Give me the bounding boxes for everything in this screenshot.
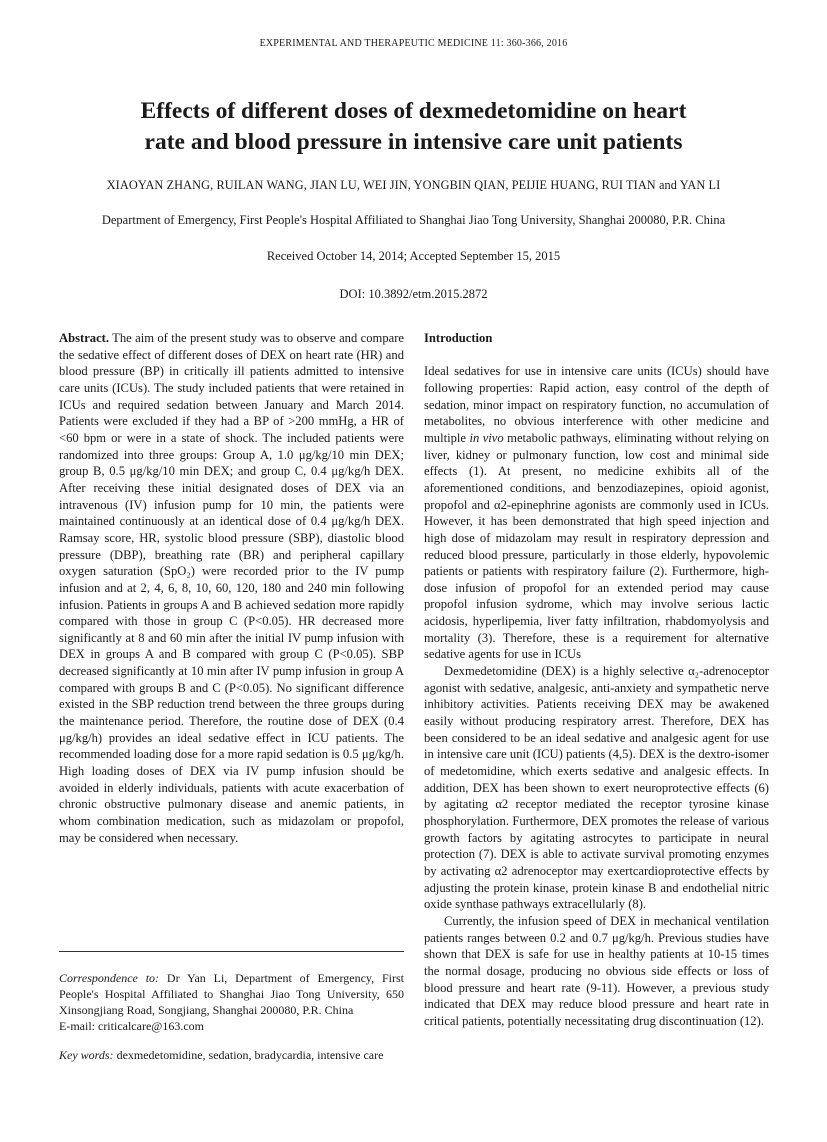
correspondence-label: Correspondence to: (59, 971, 160, 985)
doi: DOI: 10.3892/etm.2015.2872 (339, 287, 488, 301)
title-line-1: Effects of different doses of dexmedetomidine on heart (140, 98, 687, 124)
keywords-text: dexmedetomidine, sedation, bradycardia, intensive care (113, 1048, 384, 1062)
abstract-text: The aim of the present study was to observe and compare the sedative effect of different doses of DEX on heart rate (HR) and blood pressure (BP) in critically ill patients admitted to intensive care units (ICUs). The study included patients that were retained in ICUs and required sedation between January and March 2014. Patients were excluded if they had a BP of >200 mmHg, a HR of <60 bpm or were in a state of shock. The included patients were randomized into three groups: Group A, 1.0 μg/kg/10 min DEX; group B, 0.5 μg/kg/10 min DEX; and group C, 0.4 μg/kg/h DEX. After receiving these initial designated doses of DEX via an intravenous (IV) infusion pump for 10 min, the patients were maintained continuously at an identical dose of 0.4 μg/kg/h DEX. Ramsay score, HR, systolic blood pressure (SBP), diastolic blood pressure (DBP), breathing rate (BR) and peripheral capillary oxygen saturation (SpO₂) were recorded prior to the IV pump infusion and at 2, 4, 6, 8, 10, 60, 120, 180 and 240 min following infusion. Patients in groups A and B achieved sedation more rapidly compared with those in group C (P<0.05). HR decreased more significantly at 8 and 60 min after the initial IV pump infusion with DEX in groups A and B compared with group C (P<0.05). SBP decreased significantly at 10 min after IV pump infusion in group A compared with groups B and C (P<0.05). No significant difference existed in the SBP reduction trend between the three groups during the maintenance period. Therefore, the routine dose of DEX (0.4 μg/kg/h) provides an ideal sedative effect in ICU patients. The recommended loading dose for a more rapid sedation is 0.5 μg/kg/h. High loading doses of DEX via IV pump infusion should be avoided in elderly individuals, patients with acute exacerbation of chronic obstructive pulmonary disease and anemic patients, in whom combination medication, such as midazolam or propofol, may be considered when necessary. (59, 331, 404, 845)
article-title (60, 96, 767, 158)
keywords (59, 1048, 404, 1063)
author-list: XIAOYAN ZHANG, RUILAN WANG, JIAN LU, WEI JIN, YONGBIN QIAN, PEIJIE HUANG, RUI TIAN and YAN LI (106, 178, 721, 192)
abstract-column (59, 330, 404, 846)
intro-paragraph-2: Dexmedetomidine (DEX) is a highly selective α₂-adrenoceptor agonist with sedative, analgesic, anti-anxiety and sympathetic nerve inhibitory activities. Patients receiving DEX may be awakened easily without producing respiratory arrest. Therefore, DEX has been considered to be an ideal sedative and analgesic agent for use in intensive care unit (ICU) patients (4,5). DEX is the dextro-isomer of medetomidine, which exerts sedative and analgesic effects. In addition, DEX has been shown to exert neuroprotective effects (6) by agitating α2 receptor mediated the receptor tyrosine kinase phosphorylation. Furthermore, DEX promotes the release of various growth factors by agitating astrocytes to participate in neural protection (7). DEX is able to activate survival promoting enzymes by activating α2 adrenoceptor may exertcardioprotective effects by adjusting the protein kinase, protein kinase B and endothelial nitric oxide synthase pathways extracellularly (8). (424, 664, 769, 912)
abstract-label: Abstract. (59, 331, 110, 345)
introduction-column (424, 330, 769, 1030)
intro-paragraph-1 (424, 363, 769, 663)
affiliation: Department of Emergency, First People's Hospital Affiliated to Shanghai Jiao Tong University, Shanghai 200080, P.R. China (101, 213, 726, 227)
correspondence-email: E-mail: criticalcare@163.com (59, 1019, 204, 1033)
intro-p1-text-a: Ideal sedatives for use in intensive care units (ICUs) should have following properties: Rapid action, easy control of the depth of sedation, minor impact on respiratory function, no accumulation of metabolites, no obvious interference with other medicine and multiple (424, 364, 769, 445)
keywords-label: Key words: (59, 1048, 114, 1062)
section-heading-introduction: Introduction (424, 331, 493, 345)
intro-p1-text-b: metabolic pathways, eliminating without relying on liver, kidney or pulmonary function, low cost and minimal side effects (1). At present, no medicine exhibits all of the aforementioned conditions, and benzodiazepines, opioid agonist, propofol and α2-epinephrine agonists are commonly used in ICUs. However, it has been demonstrated that high speed injection and high dose of midazolam may result in respiratory depression and reduced blood pressure, particularly in those elderly, hypovolemic patients or patients with respiratory failure (2). Furthermore, high-dose infusion of propofol for an extended period may cause propofol infusion sydrome, which may involve serious lactic acidosis, hyperlipemia, liver fatty infiltration, rhabdomyolysis and mortality (3). Therefore, these is a requirement for alternative sedative agents for use in ICUs (424, 430, 770, 662)
correspondence-text: Dr Yan Li, Department of Emergency, First People's Hospital Affiliated to Shanghai Jiao Tong University, 650 Xinsongjiang Road, Songjiang, Shanghai 200080, P.R. China (59, 971, 404, 1017)
received-dates: Received October 14, 2014; Accepted September 15, 2015 (266, 249, 561, 263)
running-header: EXPERIMENTAL AND THERAPEUTIC MEDICINE 11: 360-366, 2016 (259, 38, 568, 49)
footnote-divider (59, 951, 404, 952)
title-line-2: rate and blood pressure in intensive care unit patients (144, 129, 683, 155)
intro-paragraph-3: Currently, the infusion speed of DEX in mechanical ventilation patients ranges between 0.2 and 0.7 μg/kg/h. Previous studies have shown that DEX is safe for use in healthy patients at 10-15 times the normal dosage, producing no obvious side effects or loss of blood pressure and heart rate (9-11). However, a previous study indicated that DEX may reduce blood pressure and heart rate in critical patients, potentially necessitating drug discontinuation (12). (424, 913, 769, 1028)
abstract (59, 330, 404, 846)
correspondence (59, 970, 404, 1034)
intro-p1-italic: in vivo (469, 430, 504, 445)
